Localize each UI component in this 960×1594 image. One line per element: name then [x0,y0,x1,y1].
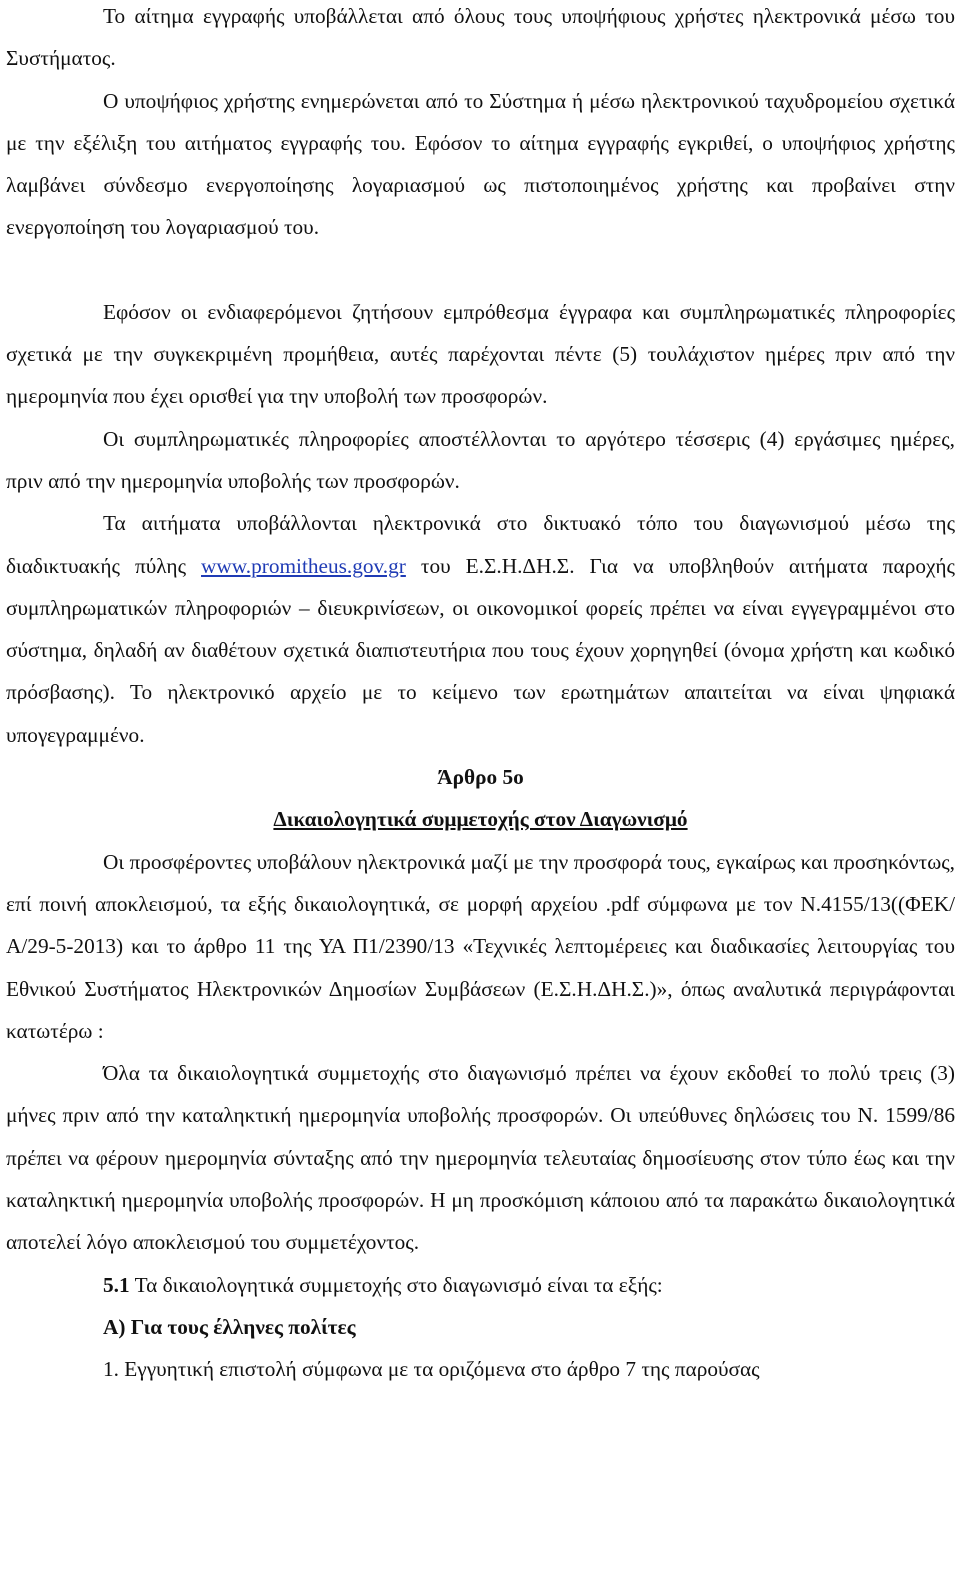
paragraph-supplementary-info-deadline: Οι συμπληρωματικές πληροφορίες αποστέλλονται το αργότερο τέσσερις (4) εργάσιμες ημέρες, πριν από την ημερομηνία υποβολής των προσφορών. [6,426,955,493]
subsection-a-greek-citizens: Α) Για τους έλληνες πολίτες [103,1314,356,1339]
list-item-1-guarantee-letter: 1. Εγγυητική επιστολή σύμφωνα με τα οριζόμενα στο άρθρο 7 της παρούσας [103,1357,760,1382]
paragraph-registration-status: Ο υποψήφιος χρήστης ενημερώνεται από το Σύστημα ή μέσω ηλεκτρονικού ταχυδρομείου σχετικά με την εξέλιξη του αιτήματος εγγραφής του. Εφόσον το αίτημα εγγραφής εγκριθεί, ο υποψήφιος χρήστης λαμβάνει σύνδεσμο ενεργοποίησης λογαριασμού ως πιστοποιημένος χρήστης και προβαίνει στην ενεργοποίηση του λογαριασμού του. [6,88,955,240]
article-title: Άρθρο 5ο [437,765,524,790]
paragraph-requests-submission [6,502,955,756]
section-5-1 [6,1264,955,1306]
paragraph-documents-validity: Όλα τα δικαιολογητικά συμμετοχής στο διαγωνισμό πρέπει να έχουν εκδοθεί το πολύ τρεις (3) μήνες πριν από την καταληκτική ημερομηνία υποβολής προσφορών. Οι υπεύθυνες δηλώσεις του Ν. 1599/86 πρέπει να φέρουν ημερομηνία σύνταξης από την ημερομηνία τελευταίας δημοσίευσης στον τύπο έως και την καταληκτική ημερομηνία υποβολής προσφορών. Η μη προσκόμιση κάποιου από τα παρακάτω δικαιολογητικά αποτελεί λόγο αποκλεισμού του συμμετέχοντος. [6,1061,955,1255]
requests-text-before-link: Τα αιτήματα υποβάλλονται ηλεκτρονικά στο δικτυακό τόπο του διαγωνισμού μέσω της διαδικτυακής πύλης [6,511,955,578]
article-subtitle: Δικαιολογητικά συμμετοχής στον Διαγωνισμό [273,807,688,832]
document-body [6,0,955,1391]
paragraph-participation-documents: Οι προσφέροντες υποβάλουν ηλεκτρονικά μαζί με την προσφορά τους, εγκαίρως και προσηκόντως, επί ποινή αποκλεισμού, τα εξής δικαιολογητικά, σε μορφή αρχείου .pdf σύμφωνα με τον Ν.4155/13((ΦΕΚ/Α/29-5-2013) και το άρθρο 11 της ΥΑ Π1/2390/13 «Τεχνικές λεπτομέρειες και διαδικασίες λειτουργίας του Εθνικού Συστήματος Ηλεκτρονικών Δημοσίων Συμβάσεων (Ε.Σ.Η.ΔΗ.Σ.)», όπως αναλυτικά περιγράφονται κατωτέρω : [6,849,955,1043]
section-5-1-text: Τα δικαιολογητικά συμμετοχής στο διαγωνισμό είναι τα εξής: [129,1272,663,1297]
section-5-1-number: 5.1 [103,1272,130,1297]
promitheus-link[interactable]: www.promitheus.gov.gr [201,553,406,578]
paragraph-supplementary-docs: Εφόσον οι ενδιαφερόμενοι ζητήσουν εμπρόθεσμα έγγραφα και συμπληρωματικές πληροφορίες σχετικά με την συγκεκριμένη προμήθεια, αυτές παρέχονται πέντε (5) τουλάχιστον ημέρες πριν από την ημερομηνία που έχει ορισθεί για την υποβολή των προσφορών. [6,299,955,409]
paragraph-registration-request: Το αίτημα εγγραφής υποβάλλεται από όλους τους υποψήφιους χρήστες ηλεκτρονικά μέσω του Συστήματος. [6,4,955,71]
requests-text-after-link: του Ε.Σ.Η.ΔΗ.Σ. Για να υποβληθούν αιτήματα παροχής συμπληρωματικών πληροφοριών – διευκρινίσεων, οι οικονομικοί φορείς πρέπει να είναι εγγεγραμμένοι στο σύστημα, δηλαδή αν διαθέτουν σχετικά διαπιστευτήρια που τους έχουν χορηγηθεί (όνομα χρήστη και κωδικό πρόσβασης). Το ηλεκτρονικό αρχείο με το κείμενο των ερωτημάτων απαιτείται να είναι ψηφιακά υπογεγραμμένο. [6,553,955,747]
